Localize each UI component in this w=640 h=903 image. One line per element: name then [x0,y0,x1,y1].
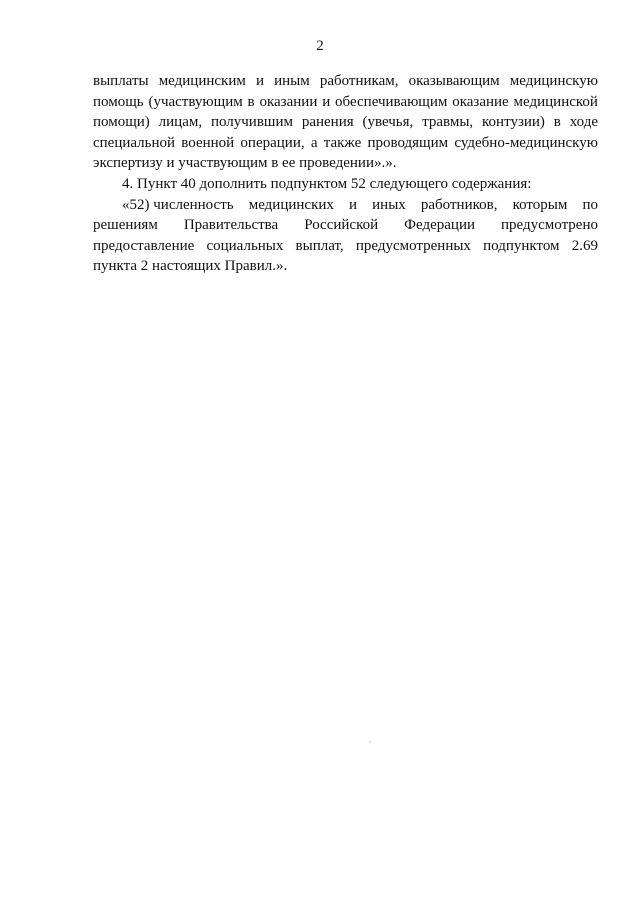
word: «52) численность [122,196,234,213]
word: операции, [240,134,305,151]
page-number: 2 [316,38,324,54]
word: ходе [569,114,598,131]
word: лицам, [158,114,203,131]
text-line [93,71,598,92]
word: оказывающим [408,73,500,89]
text-line [93,195,598,216]
text-line [93,112,598,133]
word: иных [372,196,406,213]
word: предусмотрено [501,217,598,234]
word: выплаты [93,73,149,89]
word: в [553,114,561,131]
word: также [323,134,362,151]
text-line [93,133,598,154]
word: 2.69 [571,237,598,254]
word: которым [512,196,568,213]
word: решениям [93,217,158,234]
document-body [93,71,598,277]
text-line [93,92,598,113]
text-line [93,236,598,257]
word: оказание [452,93,509,110]
word: проводящим [367,134,449,151]
word: медицинской [513,93,598,110]
word: получившим [210,114,293,131]
word: Правительства [183,217,279,234]
word: (участвующим [148,93,243,110]
word: выплат, [295,237,344,254]
word: Федерации [404,217,475,234]
word: иным [274,73,310,89]
word: контузии) [482,114,545,131]
word: помощь [93,93,144,110]
word: оказании [259,93,318,110]
word: и [322,93,331,110]
word: медицинским [158,73,246,89]
word: обеспечивающим [335,93,448,110]
word: работников, [420,196,498,213]
word: помощи) [93,114,150,131]
word: предусмотренных [355,237,471,254]
scan-speck [369,741,371,743]
word: военной [181,134,235,151]
text-line: пункта 2 настоящих Правил.». [93,258,288,275]
text-line: экспертизу и участвующим в ее проведении».». [93,155,397,172]
word: судебно-медицинскую [454,134,598,151]
word: специальной [93,134,176,151]
text-line: 4. Пункт 40 дополнить подпунктом 52 следующего содержания: [122,175,532,192]
word: по [582,196,598,213]
word: работникам, [319,73,399,89]
word: (увечья, [362,114,414,131]
word: а [310,134,318,151]
text-line [93,215,598,236]
word: Российской [304,217,379,234]
word: ранения [301,114,354,131]
word: и [349,196,358,213]
word: предоставление [93,237,195,254]
word: в [247,93,255,110]
word: травмы, [422,114,474,131]
word: социальных [206,237,284,254]
word: медицинскую [509,73,598,89]
word: медицинских [248,196,334,213]
word: подпунктом [483,237,560,254]
word: и [255,73,264,89]
